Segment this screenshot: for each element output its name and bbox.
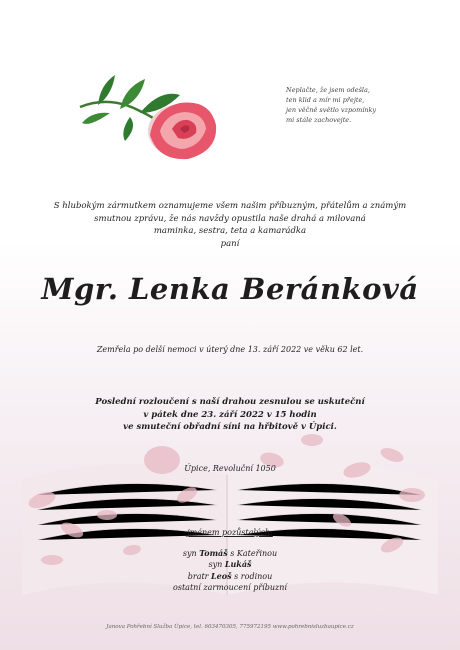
memorial-quote (286, 85, 406, 125)
quote-line: jen věčně světlo vzpomínky (286, 106, 377, 114)
intro-line: S hlubokým zármutkem oznamujeme všem našim příbuzným, přátelům a známým (53, 201, 407, 211)
quote-line: Neplačte, že jsem odešla, (286, 86, 370, 94)
survivors-block (0, 527, 460, 594)
survivors-heading: jménem pozůstalých: (187, 528, 273, 537)
funeral-details (60, 396, 400, 434)
quote-line: ten klid a mír mi přejte, (286, 96, 365, 104)
survivor-name: Leoš (211, 570, 232, 581)
funeral-service-footer: Janova Pohřební Služba Úpice, tel. 603470305, 775972195 www.pohrebnisluzbaupice.cz (106, 624, 354, 630)
intro-line: smutnou zprávu, že nás navždy opustila naše drahá a milovaná (94, 213, 366, 224)
funeral-line: ve smuteční obřadní síni na hřbitově v Úpici. (123, 422, 337, 432)
death-notice: Zemřela po delší nemoci v úterý dne 13. září 2022 ve věku 62 let. (96, 345, 364, 354)
survivor-entry: bratr Leoš s rodinou (187, 570, 273, 581)
survivor-entry: ostatní zarmoucení příbuzní (173, 583, 287, 592)
survivor-name: Tomáš (199, 547, 228, 558)
funeral-line: Poslední rozloučení s naší drahou zesnulou se uskuteční (95, 397, 365, 407)
address: Úpice, Revoluční 1050 (184, 464, 276, 473)
funeral-line: v pátek dne 23. září 2022 v 15 hodin (143, 409, 317, 420)
survivor-entry: syn Tomáš s Kateřinou (182, 547, 278, 558)
announcement-intro (50, 200, 410, 250)
rose-image (70, 65, 225, 165)
quote-line: mi stále zachovejte. (286, 116, 352, 124)
survivor-name: Lukáš (224, 559, 252, 569)
intro-line: maminka, sestra, teta a kamarádka (153, 226, 307, 236)
intro-line: paní (220, 238, 240, 249)
deceased-name: Mgr. Lenka Beránková (41, 272, 419, 306)
survivor-entry: syn Lukáš (208, 559, 252, 569)
